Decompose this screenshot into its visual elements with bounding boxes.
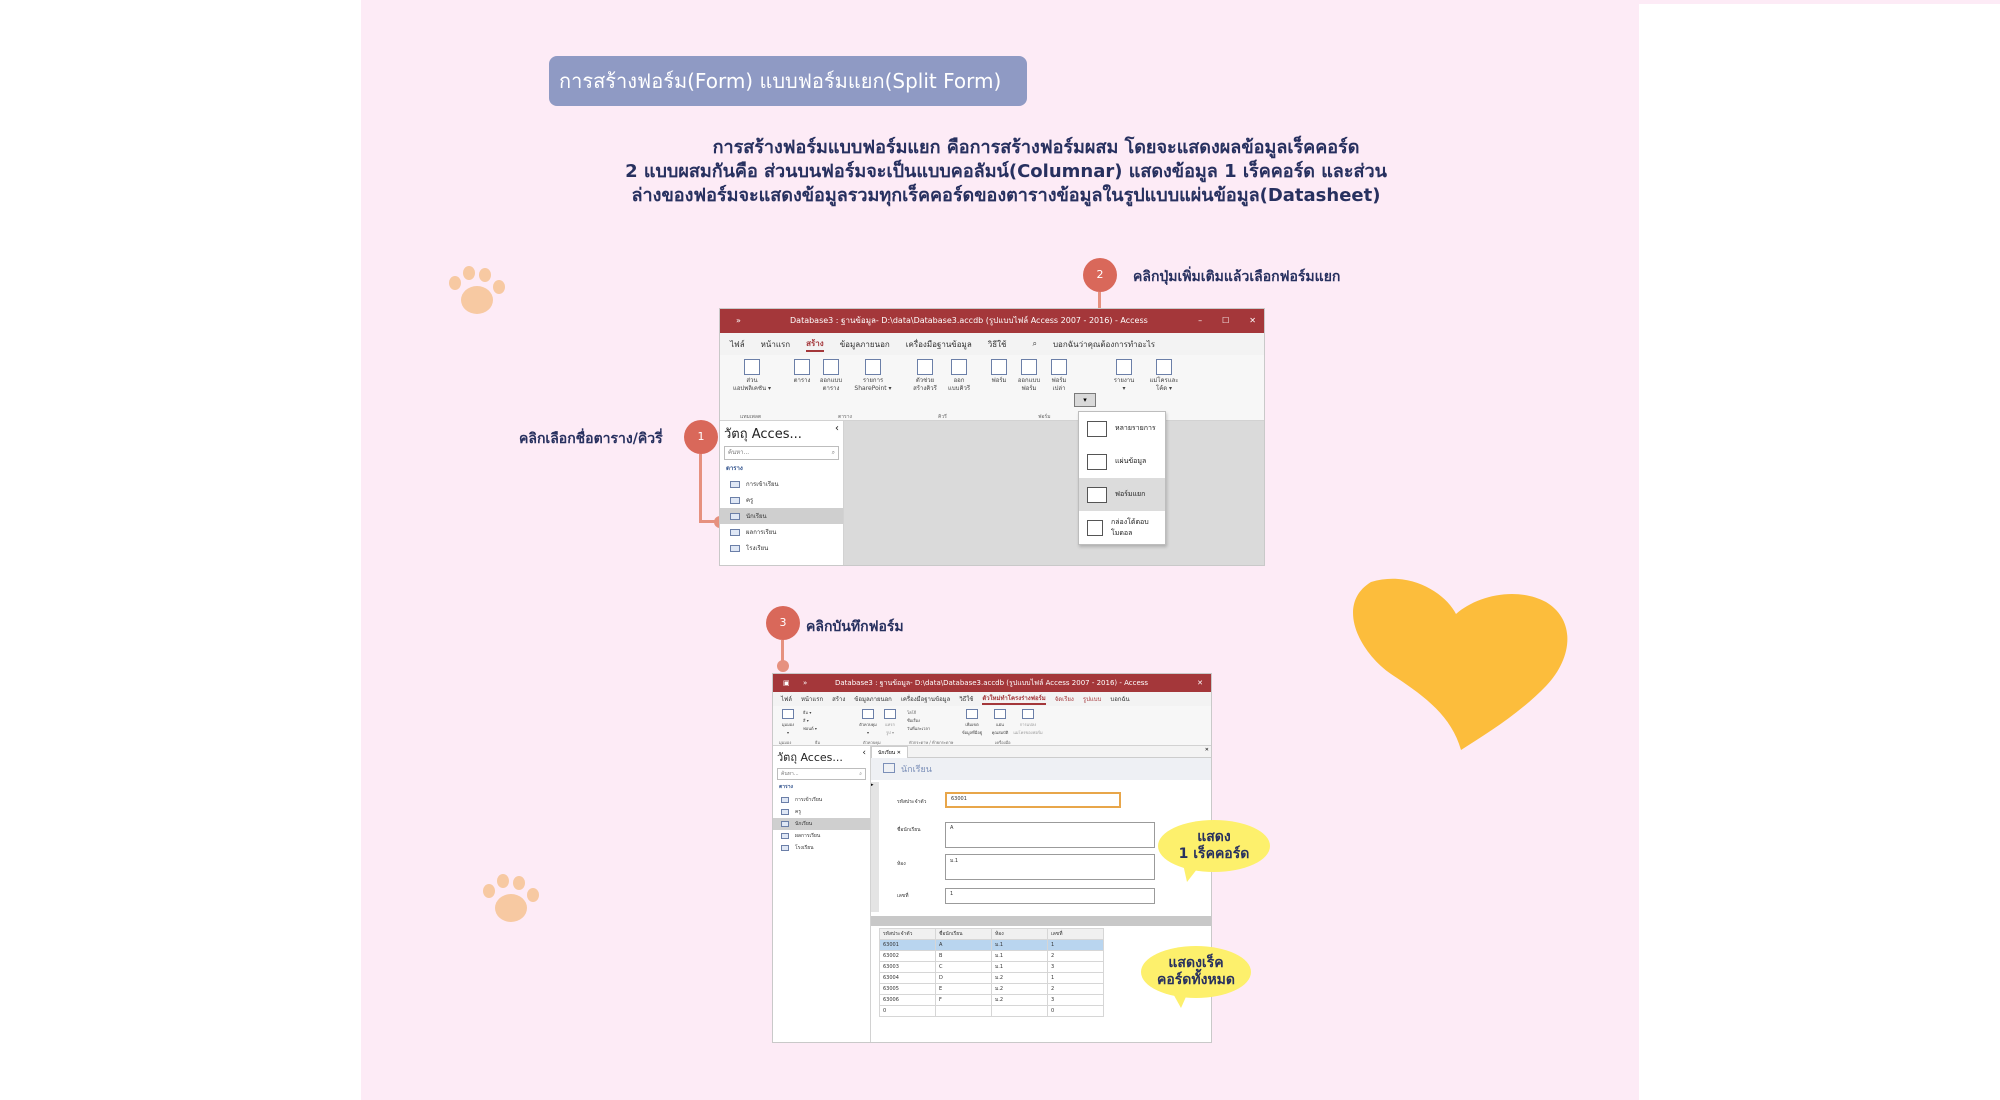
nav-item-results[interactable]: ผลการเรียน <box>720 524 843 540</box>
macro-icon <box>1156 359 1172 375</box>
convert-macros-button[interactable]: การแปลง แมโครของฟอร์ม <box>1013 709 1043 737</box>
close-icon[interactable]: ✕ <box>1197 679 1203 687</box>
fields-icon <box>966 709 978 719</box>
view-button[interactable]: มุมมอง ▾ <box>777 709 799 737</box>
controls-icon <box>862 709 874 719</box>
property-sheet-icon <box>994 709 1006 719</box>
insert-image-button[interactable]: แทรก รูป ▾ <box>879 709 901 737</box>
right-margin <box>1639 0 2000 4</box>
ribbon-group-header-footer: หัวกระดาษ / ท้ายกระดาษ <box>909 740 954 745</box>
step-2-label: คลิกปุ่มเพิ่มเติมแล้วเลือกฟอร์มแยก <box>1133 269 1341 285</box>
form-button[interactable]: ฟอร์ม <box>986 359 1012 385</box>
macro-icon <box>1022 709 1034 719</box>
nav-item-teacher[interactable]: ครู <box>773 806 870 818</box>
more-forms-button[interactable]: ▾ <box>1074 393 1096 407</box>
blank-form-button[interactable]: ฟอร์ม เปล่า <box>1046 359 1072 393</box>
table-row[interactable]: 63006 F ม.2 3 <box>880 995 1104 1006</box>
column-header-student-id[interactable]: รหัสประจำตัว <box>880 929 936 940</box>
application-parts-icon <box>744 359 760 375</box>
ribbon-group-controls: ตัวควบคุม <box>863 740 881 745</box>
split-form-icon <box>1087 487 1107 503</box>
document-tab-bar <box>871 746 1212 758</box>
nav-item-school[interactable]: โรงเรียน <box>720 540 843 556</box>
work-area <box>844 421 1265 566</box>
form-icon <box>991 359 1007 375</box>
field-student-name[interactable]: A <box>945 822 1155 848</box>
field-label-student-name: ชื่อนักเรียน <box>897 827 921 833</box>
tab-tell-me[interactable]: บอกฉัน <box>1110 696 1130 703</box>
image-icon <box>884 709 896 719</box>
step-3-connector <box>781 640 784 662</box>
table-row[interactable]: 63005 E ม.2 2 <box>880 984 1104 995</box>
tell-me-input[interactable]: บอกฉันว่าคุณต้องการทำอะไร <box>1052 339 1156 349</box>
field-label-student-id: รหัสประจำตัว <box>897 799 927 805</box>
navigation-pane <box>773 746 871 1043</box>
table-icon <box>730 481 740 488</box>
nav-search-input[interactable]: ค้นหา... ⌕ <box>777 768 866 780</box>
table-button[interactable]: ตาราง <box>790 359 814 385</box>
view-icon <box>782 709 794 719</box>
step-3-label: คลิกบันทึกฟอร์ม <box>806 619 904 635</box>
column-header-number[interactable]: เลขที่ <box>1048 929 1104 940</box>
table-design-button[interactable]: ออกแบบ ตาราง <box>816 359 846 393</box>
ribbon-tabs <box>773 692 1211 706</box>
ribbon-group-tables: ตาราง <box>838 414 852 420</box>
step-1-connector <box>699 454 702 522</box>
form-icon <box>883 763 895 773</box>
nav-item-student[interactable]: นักเรียน <box>720 508 843 524</box>
nav-item-attendance[interactable]: การเข้าเรียน <box>773 794 870 806</box>
tab-file[interactable]: ไฟล์ <box>730 339 745 349</box>
paw-print-icon <box>483 874 541 926</box>
query-design-button[interactable]: ออก แบบคิวรี <box>942 359 976 393</box>
tab-create[interactable]: สร้าง <box>832 696 846 703</box>
access-screenshot-create-tab <box>719 308 1265 566</box>
field-room[interactable]: ม.1 <box>945 854 1155 880</box>
multiple-items-icon <box>1087 421 1107 437</box>
query-wizard-button[interactable]: ตัวช่วย สร้างคิวรี <box>908 359 942 393</box>
more-forms-menu <box>1078 411 1166 545</box>
callout-all-records: แสดงเร็ค คอร์ดทั้งหมด <box>1141 946 1251 998</box>
field-label-number: เลขที่ <box>897 893 909 899</box>
ribbon <box>720 355 1264 421</box>
table-icon <box>781 845 789 851</box>
ribbon-group-forms: ฟอร์ม <box>1038 414 1051 420</box>
tab-file[interactable]: ไฟล์ <box>781 696 792 703</box>
field-student-id[interactable]: 63001 <box>945 792 1121 808</box>
column-header-student-name[interactable]: ชื่อนักเรียน <box>936 929 992 940</box>
title-bar <box>720 309 1264 333</box>
tab-format[interactable]: รูปแบบ <box>1082 696 1102 703</box>
tab-database-tools[interactable]: เครื่องมือฐานข้อมูล <box>905 339 972 349</box>
property-sheet-button[interactable]: แผ่น คุณสมบัติ <box>987 709 1013 737</box>
menu-item-split-form[interactable]: ฟอร์มแยก <box>1079 478 1165 511</box>
quick-access-toolbar[interactable]: » <box>803 679 808 687</box>
ribbon-group-templates: แทมเพลต <box>740 414 762 420</box>
close-icon[interactable]: ✕ <box>1204 747 1209 753</box>
record-selector[interactable]: ▸ <box>871 782 879 912</box>
table-icon <box>730 513 740 520</box>
tab-database-tools[interactable]: เครื่องมือฐานข้อมูล <box>900 696 951 703</box>
intro-line-1: การสร้างฟอร์มแบบฟอร์มแยก คือการสร้างฟอร์มผสม โดยจะแสดงผลข้อมูลเร็คคอร์ด <box>712 137 1360 158</box>
sharepoint-icon <box>865 359 881 375</box>
table-row[interactable]: 63004 D ม.2 1 <box>880 973 1104 984</box>
menu-item-datasheet[interactable]: แผ่นข้อมูล <box>1079 445 1165 478</box>
table-icon <box>794 359 810 375</box>
field-number[interactable]: 1 <box>945 888 1155 904</box>
close-icon[interactable]: ✕ <box>1249 316 1256 325</box>
slide <box>361 0 1639 1100</box>
navigation-pane <box>720 421 844 566</box>
nav-pane-title[interactable]: วัตถุ Acces... ‹ <box>724 423 839 442</box>
table-icon <box>781 797 789 803</box>
table-icon <box>781 833 789 839</box>
field-label-room: ห้อง <box>897 861 906 867</box>
tab-home[interactable]: หน้าแรก <box>760 339 791 349</box>
datasheet-header-row <box>880 929 1104 940</box>
table-design-icon <box>823 359 839 375</box>
page-title: การสร้างฟอร์ม(Form) แบบฟอร์มแยก(Split Form) <box>549 56 1027 106</box>
nav-item-attendance[interactable]: การเข้าเรียน <box>720 476 843 492</box>
quick-access-toolbar[interactable]: » <box>736 316 741 325</box>
nav-item-school[interactable]: โรงเรียน <box>773 842 870 854</box>
table-row[interactable]: 63002 B ม.1 2 <box>880 951 1104 962</box>
ribbon-group-tools: เครื่องมือ <box>995 740 1011 745</box>
form-design-icon <box>1021 359 1037 375</box>
tab-create[interactable]: สร้าง <box>806 337 824 352</box>
query-design-icon <box>951 359 967 375</box>
application-parts-button[interactable]: ส่วน แอปพลิเคชัน ▾ <box>728 359 776 393</box>
window-title: Database3 : ฐานข้อมูล- D:\data\Database3.accdb (รูปแบบไฟล์ Access 2007 - 2016) - Access <box>790 316 1148 325</box>
ribbon-tabs <box>720 333 1264 355</box>
ribbon <box>773 706 1211 746</box>
table-icon <box>781 821 789 827</box>
table-icon <box>730 497 740 504</box>
table-row[interactable]: 63003 C ม.1 3 <box>880 962 1104 973</box>
intro-paragraph <box>596 136 1416 208</box>
tab-external-data[interactable]: ข้อมูลภายนอก <box>839 339 890 349</box>
table-row[interactable]: 63001 A ม.1 1 <box>880 940 1104 951</box>
callout-one-record-tail <box>1183 864 1203 882</box>
column-header-room[interactable]: ห้อง <box>992 929 1048 940</box>
menu-item-modal-dialog[interactable]: กล่องโต้ตอบโมดอล <box>1079 511 1165 544</box>
window-title: Database3 : ฐานข้อมูล- D:\data\Database3.accdb (รูปแบบไฟล์ Access 2007 - 2016) - Access <box>835 679 1149 687</box>
menu-item-multiple-items[interactable]: หลายรายการ <box>1079 412 1165 445</box>
tab-arrange[interactable]: จัดเรียง <box>1054 696 1074 703</box>
header-footer-buttons[interactable]: โลโก้ ชื่อเรื่อง วันที่และเวลา <box>907 710 931 731</box>
nav-item-results[interactable]: ผลการเรียน <box>773 830 870 842</box>
report-icon <box>1116 359 1132 375</box>
nav-pane-title[interactable]: วัตถุ Acces... ‹ <box>777 748 866 764</box>
table-icon <box>730 545 740 552</box>
datasheet-table <box>879 928 1104 1017</box>
doc-tab-student[interactable]: นักเรียน ✕ <box>871 746 908 760</box>
nav-section-tables[interactable]: ตาราง <box>779 784 793 790</box>
nav-search-input[interactable]: ค้นหา... ⌕ <box>724 446 839 460</box>
query-wizard-icon <box>917 359 933 375</box>
maximize-icon[interactable]: ☐ <box>1222 316 1230 325</box>
heart-icon <box>1341 574 1581 754</box>
tab-help[interactable]: วิธีใช้ <box>987 339 1007 349</box>
paw-print-icon <box>449 266 507 318</box>
access-screenshot-split-form <box>772 673 1212 1043</box>
callout-one-record: แสดง 1 เร็คคอร์ด <box>1158 820 1270 872</box>
form-header: นักเรียน <box>871 758 1212 780</box>
ribbon-group-themes: ธีม <box>815 740 821 745</box>
search-icon: ⌕ <box>831 449 835 456</box>
controls-button[interactable]: ตัวควบคุม ▾ <box>857 709 879 737</box>
step-3-dot <box>777 660 789 672</box>
search-icon[interactable]: ⌕ <box>1032 339 1037 348</box>
table-icon <box>730 529 740 536</box>
ribbon-group-queries: คิวรี <box>938 414 947 420</box>
chevron-left-icon[interactable]: ‹ <box>862 748 866 758</box>
nav-section-tables[interactable]: ตาราง <box>726 465 743 472</box>
add-existing-fields-button[interactable]: เพิ่มเขต ข้อมูลที่มีอยู่ <box>957 709 987 737</box>
title-bar <box>773 674 1211 692</box>
themes-button[interactable]: ธีม ▾ สี ▾ ฟอนต์ ▾ <box>803 710 817 731</box>
ribbon-group-views: มุมมอง <box>779 740 792 745</box>
save-icon[interactable]: ▣ <box>783 679 790 687</box>
step-2-badge: 2 <box>1083 258 1117 292</box>
datasheet-icon <box>1087 454 1107 470</box>
minimize-icon[interactable]: – <box>1198 316 1203 325</box>
chevron-left-icon[interactable]: ‹ <box>835 423 839 434</box>
step-1-label: คลิกเลือกชื่อตาราง/คิวรี่ <box>519 431 663 447</box>
nav-item-teacher[interactable]: ครู <box>720 492 843 508</box>
modal-dialog-icon <box>1087 520 1103 536</box>
tab-form-layout-design[interactable]: ตัวใหม่ทำโครงร่างฟอร์ม <box>982 693 1045 705</box>
intro-line-2: 2 แบบผสมกันคือ ส่วนบนฟอร์มจะเป็นแบบคอลัมน์(Columnar) แสดงข้อมูล 1 เร็คคอร์ด และส่วน <box>625 161 1387 182</box>
nav-item-student[interactable]: นักเรียน <box>773 818 870 830</box>
form-design-button[interactable]: ออกแบบ ฟอร์ม <box>1014 359 1044 393</box>
table-row[interactable]: 0 0 <box>880 1006 1104 1017</box>
intro-line-3: ล่างของฟอร์มจะแสดงข้อมูลรวมทุกเร็คคอร์ดของตารางข้อมูลในรูปแบบแผ่นข้อมูล(Datasheet) <box>631 185 1381 206</box>
table-icon <box>781 809 789 815</box>
sharepoint-lists-button[interactable]: รายการ SharePoint ▾ <box>848 359 898 393</box>
step-3-badge: 3 <box>766 606 800 640</box>
tab-home[interactable]: หน้าแรก <box>800 696 824 703</box>
tab-external-data[interactable]: ข้อมูลภายนอก <box>854 696 892 703</box>
tab-help[interactable]: วิธีใช้ <box>959 696 974 703</box>
callout-all-records-tail <box>1171 990 1191 1008</box>
macro-code-button[interactable]: แม่โครและ โค้ด ▾ <box>1146 359 1182 393</box>
report-button[interactable]: รายงาน ▾ <box>1110 359 1138 393</box>
step-1-badge: 1 <box>684 420 718 454</box>
splitter-bar[interactable] <box>871 916 1212 926</box>
blank-form-icon <box>1051 359 1067 375</box>
search-icon: ⌕ <box>859 771 862 777</box>
